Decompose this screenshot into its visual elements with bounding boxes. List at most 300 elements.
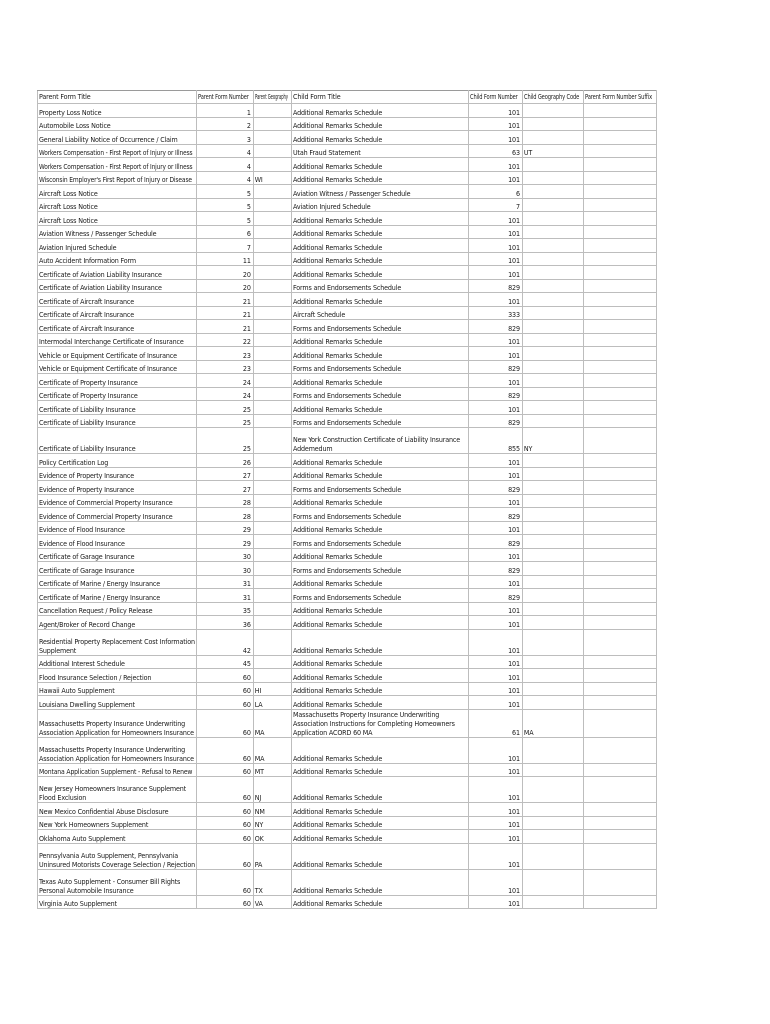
parent-geography-cell [253, 401, 291, 415]
parent-form-title-cell: Aircraft Loss Notice [38, 198, 197, 212]
child-geography-code-cell: NY [522, 428, 583, 454]
parent-form-number-suffix-cell [584, 535, 657, 549]
parent-geography-cell: MA [253, 737, 291, 763]
child-geography-code-cell [522, 777, 583, 803]
child-form-title-cell: Forms and Endorsements Schedule [292, 360, 469, 374]
parent-geography-cell [253, 320, 291, 334]
parent-form-number-suffix-cell [584, 374, 657, 388]
child-geography-code-cell [522, 575, 583, 589]
parent-geography-cell [253, 508, 291, 522]
child-form-title-cell: Additional Remarks Schedule [292, 104, 469, 118]
child-form-title-cell: Forms and Endorsements Schedule [292, 279, 469, 293]
parent-form-title-cell: Massachusetts Property Insurance Underwriting Association Application for Homeowners Insurance [38, 737, 197, 763]
table-row [38, 252, 657, 266]
parent-form-title-cell: Evidence of Commercial Property Insurance [38, 494, 197, 508]
header-parent-geography: Parent Geography [253, 91, 291, 104]
parent-form-title-cell: Texas Auto Supplement - Consumer Bill Rights Personal Automobile Insurance [38, 869, 197, 895]
child-form-title-cell: Forms and Endorsements Schedule [292, 508, 469, 522]
child-form-number-cell: 829 [469, 508, 522, 522]
parent-form-number-cell: 60 [197, 669, 253, 683]
parent-form-number-suffix-cell [584, 360, 657, 374]
header-parent-form-number-suffix: Parent Form Number Suffix [584, 91, 657, 104]
table-row [38, 279, 657, 293]
child-geography-code-cell [522, 185, 583, 199]
table-row [38, 239, 657, 253]
child-form-title-cell: Additional Remarks Schedule [292, 816, 469, 830]
parent-form-title-cell: Certificate of Marine / Energy Insurance [38, 575, 197, 589]
child-form-title-cell: Additional Remarks Schedule [292, 171, 469, 185]
parent-geography-cell: MT [253, 763, 291, 777]
child-form-title-cell: Additional Remarks Schedule [292, 225, 469, 239]
child-form-number-cell: 855 [469, 428, 522, 454]
child-geography-code-cell [522, 320, 583, 334]
child-form-title-cell: Additional Remarks Schedule [292, 158, 469, 172]
table-row [38, 225, 657, 239]
child-geography-code-cell [522, 239, 583, 253]
parent-form-number-suffix-cell [584, 803, 657, 817]
parent-form-number-cell: 26 [197, 454, 253, 468]
parent-form-number-cell: 28 [197, 494, 253, 508]
child-geography-code-cell [522, 387, 583, 401]
child-geography-code-cell [522, 266, 583, 280]
parent-form-number-suffix-cell [584, 266, 657, 280]
parent-geography-cell [253, 185, 291, 199]
parent-form-number-cell: 23 [197, 360, 253, 374]
table-row [38, 117, 657, 131]
table-row [38, 333, 657, 347]
child-geography-code-cell [522, 830, 583, 844]
child-form-number-cell: 101 [469, 816, 522, 830]
table-row [38, 589, 657, 603]
parent-form-number-suffix-cell [584, 737, 657, 763]
parent-form-number-cell: 23 [197, 347, 253, 361]
parent-form-number-suffix-cell [584, 104, 657, 118]
parent-geography-cell: NY [253, 816, 291, 830]
child-form-title-cell: Additional Remarks Schedule [292, 682, 469, 696]
parent-form-number-suffix-cell [584, 616, 657, 630]
parent-form-number-suffix-cell [584, 144, 657, 158]
parent-geography-cell [253, 481, 291, 495]
parent-form-number-cell: 11 [197, 252, 253, 266]
parent-form-title-cell: Agent/Broker of Record Change [38, 616, 197, 630]
parent-form-number-cell: 27 [197, 481, 253, 495]
child-geography-code-cell [522, 279, 583, 293]
child-form-number-cell: 829 [469, 387, 522, 401]
parent-form-number-suffix-cell [584, 212, 657, 226]
child-form-number-cell: 101 [469, 117, 522, 131]
child-form-title-cell: Additional Remarks Schedule [292, 548, 469, 562]
child-form-number-cell: 829 [469, 360, 522, 374]
parent-form-title-cell: New York Homeowners Supplement [38, 816, 197, 830]
parent-geography-cell [253, 306, 291, 320]
parent-geography-cell [253, 266, 291, 280]
parent-form-title-cell: Certificate of Aircraft Insurance [38, 306, 197, 320]
parent-form-number-cell: 60 [197, 696, 253, 710]
parent-form-number-suffix-cell [584, 347, 657, 361]
table-row [38, 895, 657, 909]
child-form-title-cell: Aircraft Schedule [292, 306, 469, 320]
child-geography-code-cell [522, 293, 583, 307]
child-geography-code-cell [522, 494, 583, 508]
child-form-number-cell: 101 [469, 777, 522, 803]
parent-form-number-cell: 60 [197, 737, 253, 763]
parent-form-number-suffix-cell [584, 279, 657, 293]
parent-form-number-cell: 42 [197, 629, 253, 655]
child-form-number-cell: 101 [469, 895, 522, 909]
child-form-number-cell: 829 [469, 589, 522, 603]
child-geography-code-cell [522, 401, 583, 415]
table-row [38, 387, 657, 401]
parent-geography-cell: VA [253, 895, 291, 909]
parent-form-number-cell: 36 [197, 616, 253, 630]
child-form-title-cell: Additional Remarks Schedule [292, 763, 469, 777]
child-form-number-cell: 101 [469, 696, 522, 710]
parent-form-number-cell: 60 [197, 709, 253, 737]
parent-geography-cell [253, 293, 291, 307]
parent-form-number-cell: 7 [197, 239, 253, 253]
parent-form-title-cell: Additional Interest Schedule [38, 655, 197, 669]
table-row [38, 185, 657, 199]
header-parent-form-number: Parent Form Number [197, 91, 253, 104]
child-form-title-cell: Massachusetts Property Insurance Underwriting Association Instructions for Completing Homeowners Application ACORD 60 MA [292, 709, 469, 737]
parent-form-number-cell: 35 [197, 602, 253, 616]
child-form-number-cell: 7 [469, 198, 522, 212]
parent-geography-cell [253, 360, 291, 374]
header-row [38, 91, 657, 104]
parent-form-number-cell: 60 [197, 895, 253, 909]
table-row [38, 709, 657, 737]
child-form-title-cell: Additional Remarks Schedule [292, 467, 469, 481]
child-form-title-cell: Additional Remarks Schedule [292, 575, 469, 589]
parent-form-title-cell: Certificate of Aviation Liability Insurance [38, 279, 197, 293]
parent-form-title-cell: Certificate of Liability Insurance [38, 414, 197, 428]
child-geography-code-cell [522, 548, 583, 562]
child-geography-code-cell [522, 158, 583, 172]
parent-form-title-cell: Aircraft Loss Notice [38, 185, 197, 199]
child-geography-code-cell [522, 655, 583, 669]
parent-form-number-suffix-cell [584, 401, 657, 415]
table-row [38, 535, 657, 549]
parent-form-title-cell: Certificate of Aircraft Insurance [38, 320, 197, 334]
child-form-title-cell: Additional Remarks Schedule [292, 117, 469, 131]
parent-form-number-cell: 20 [197, 266, 253, 280]
parent-form-number-suffix-cell [584, 320, 657, 334]
parent-form-number-cell: 31 [197, 589, 253, 603]
parent-form-number-cell: 20 [197, 279, 253, 293]
parent-geography-cell [253, 347, 291, 361]
table-row [38, 306, 657, 320]
parent-geography-cell: WI [253, 171, 291, 185]
child-geography-code-cell [522, 306, 583, 320]
parent-form-title-cell: Workers Compensation - First Report of Injury or Illness [38, 158, 197, 172]
child-form-number-cell: 101 [469, 171, 522, 185]
table-row [38, 843, 657, 869]
parent-form-title-cell: Aviation Injured Schedule [38, 239, 197, 253]
child-form-title-cell: Forms and Endorsements Schedule [292, 562, 469, 576]
parent-form-number-suffix-cell [584, 682, 657, 696]
child-geography-code-cell [522, 696, 583, 710]
parent-form-number-suffix-cell [584, 252, 657, 266]
parent-form-number-cell: 21 [197, 320, 253, 334]
parent-form-number-suffix-cell [584, 589, 657, 603]
table-row [38, 428, 657, 454]
child-geography-code-cell [522, 374, 583, 388]
child-geography-code-cell: MA [522, 709, 583, 737]
parent-form-number-suffix-cell [584, 467, 657, 481]
parent-form-title-cell: Vehicle or Equipment Certificate of Insurance [38, 360, 197, 374]
table-row [38, 481, 657, 495]
parent-form-title-cell: Automobile Loss Notice [38, 117, 197, 131]
parent-geography-cell [253, 104, 291, 118]
parent-form-number-suffix-cell [584, 428, 657, 454]
table-row [38, 467, 657, 481]
child-form-number-cell: 101 [469, 374, 522, 388]
parent-geography-cell: HI [253, 682, 291, 696]
parent-form-number-suffix-cell [584, 575, 657, 589]
child-form-title-cell: Additional Remarks Schedule [292, 266, 469, 280]
table-row [38, 803, 657, 817]
child-geography-code-cell [522, 360, 583, 374]
parent-form-number-suffix-cell [584, 655, 657, 669]
parent-form-number-suffix-cell [584, 777, 657, 803]
parent-form-number-suffix-cell [584, 548, 657, 562]
parent-geography-cell [253, 629, 291, 655]
child-geography-code-cell [522, 454, 583, 468]
parent-form-title-cell: Certificate of Property Insurance [38, 374, 197, 388]
table-row [38, 562, 657, 576]
header-child-form-title: Child Form Title [292, 91, 469, 104]
parent-form-number-cell: 29 [197, 521, 253, 535]
child-form-title-cell: Additional Remarks Schedule [292, 869, 469, 895]
parent-form-title-cell: Pennsylvania Auto Supplement, Pennsylvania Uninsured Motorists Coverage Selection / Rejection [38, 843, 197, 869]
child-form-number-cell: 63 [469, 144, 522, 158]
parent-geography-cell [253, 374, 291, 388]
parent-geography-cell [253, 117, 291, 131]
parent-geography-cell [253, 602, 291, 616]
child-geography-code-cell [522, 508, 583, 522]
parent-geography-cell: TX [253, 869, 291, 895]
parent-form-number-cell: 29 [197, 535, 253, 549]
child-form-title-cell: Additional Remarks Schedule [292, 521, 469, 535]
parent-form-number-suffix-cell [584, 696, 657, 710]
child-form-title-cell: Forms and Endorsements Schedule [292, 481, 469, 495]
parent-form-number-cell: 28 [197, 508, 253, 522]
parent-form-title-cell: Massachusetts Property Insurance Underwriting Association Application for Homeowners Insurance [38, 709, 197, 737]
parent-form-title-cell: Evidence of Property Insurance [38, 481, 197, 495]
table-row [38, 266, 657, 280]
child-geography-code-cell [522, 521, 583, 535]
child-form-title-cell: Additional Remarks Schedule [292, 777, 469, 803]
parent-geography-cell [253, 239, 291, 253]
parent-form-title-cell: Louisiana Dwelling Supplement [38, 696, 197, 710]
child-form-title-cell: Forms and Endorsements Schedule [292, 320, 469, 334]
parent-form-title-cell: Property Loss Notice [38, 104, 197, 118]
child-form-number-cell: 101 [469, 467, 522, 481]
child-form-number-cell: 101 [469, 803, 522, 817]
parent-geography-cell [253, 198, 291, 212]
table-row [38, 401, 657, 415]
table-row [38, 629, 657, 655]
table-row [38, 682, 657, 696]
child-geography-code-cell [522, 333, 583, 347]
child-form-title-cell: Additional Remarks Schedule [292, 239, 469, 253]
child-geography-code-cell [522, 602, 583, 616]
child-geography-code-cell [522, 616, 583, 630]
child-form-number-cell: 61 [469, 709, 522, 737]
child-form-title-cell: Additional Remarks Schedule [292, 252, 469, 266]
parent-geography-cell [253, 428, 291, 454]
parent-form-title-cell: Wisconsin Employer's First Report of Injury or Disease [38, 171, 197, 185]
parent-form-number-cell: 60 [197, 803, 253, 817]
parent-form-number-suffix-cell [584, 158, 657, 172]
table-row [38, 198, 657, 212]
parent-form-number-suffix-cell [584, 521, 657, 535]
parent-form-title-cell: Montana Application Supplement - Refusal to Renew [38, 763, 197, 777]
table-row [38, 696, 657, 710]
child-geography-code-cell [522, 414, 583, 428]
parent-form-number-suffix-cell [584, 117, 657, 131]
child-form-number-cell: 101 [469, 293, 522, 307]
parent-form-number-suffix-cell [584, 387, 657, 401]
parent-form-title-cell: Evidence of Flood Insurance [38, 521, 197, 535]
child-form-number-cell: 333 [469, 306, 522, 320]
parent-form-number-cell: 2 [197, 117, 253, 131]
parent-form-number-suffix-cell [584, 830, 657, 844]
child-form-number-cell: 101 [469, 266, 522, 280]
parent-form-number-suffix-cell [584, 454, 657, 468]
child-form-title-cell: Additional Remarks Schedule [292, 212, 469, 226]
child-form-number-cell: 829 [469, 414, 522, 428]
child-geography-code-cell [522, 131, 583, 145]
parent-geography-cell [253, 616, 291, 630]
child-geography-code-cell [522, 225, 583, 239]
parent-geography-cell: PA [253, 843, 291, 869]
parent-geography-cell [253, 212, 291, 226]
parent-geography-cell [253, 252, 291, 266]
table-row [38, 158, 657, 172]
table-row [38, 830, 657, 844]
parent-form-number-cell: 4 [197, 144, 253, 158]
table-row [38, 414, 657, 428]
table-row [38, 212, 657, 226]
parent-geography-cell: LA [253, 696, 291, 710]
parent-form-number-suffix-cell [584, 185, 657, 199]
parent-form-title-cell: New Mexico Confidential Abuse Disclosure [38, 803, 197, 817]
child-form-title-cell: Additional Remarks Schedule [292, 602, 469, 616]
table-row [38, 508, 657, 522]
table-row [38, 104, 657, 118]
parent-geography-cell [253, 575, 291, 589]
child-form-number-cell: 101 [469, 333, 522, 347]
child-form-number-cell: 829 [469, 535, 522, 549]
header-child-geography-code: Child Geography Code [522, 91, 583, 104]
table-row [38, 374, 657, 388]
parent-form-title-cell: Certificate of Garage Insurance [38, 562, 197, 576]
child-form-number-cell: 829 [469, 320, 522, 334]
child-form-number-cell: 829 [469, 562, 522, 576]
child-form-title-cell: Aviation Witness / Passenger Schedule [292, 185, 469, 199]
parent-form-number-suffix-cell [584, 171, 657, 185]
child-form-number-cell: 101 [469, 494, 522, 508]
child-form-number-cell: 101 [469, 212, 522, 226]
child-form-title-cell: Additional Remarks Schedule [292, 616, 469, 630]
child-geography-code-cell [522, 535, 583, 549]
parent-form-title-cell: Certificate of Aircraft Insurance [38, 293, 197, 307]
parent-geography-cell [253, 589, 291, 603]
child-form-title-cell: Forms and Endorsements Schedule [292, 589, 469, 603]
child-form-number-cell: 101 [469, 131, 522, 145]
child-form-number-cell: 101 [469, 252, 522, 266]
parent-geography-cell: MA [253, 709, 291, 737]
child-geography-code-cell [522, 104, 583, 118]
child-form-number-cell: 101 [469, 737, 522, 763]
table-row [38, 320, 657, 334]
parent-form-title-cell: Certificate of Liability Insurance [38, 428, 197, 454]
parent-form-number-suffix-cell [584, 629, 657, 655]
table-row [38, 655, 657, 669]
parent-form-number-cell: 21 [197, 306, 253, 320]
child-form-number-cell: 6 [469, 185, 522, 199]
parent-form-title-cell: Hawaii Auto Supplement [38, 682, 197, 696]
table-row [38, 616, 657, 630]
table-row [38, 737, 657, 763]
child-form-title-cell: Utah Fraud Statement [292, 144, 469, 158]
parent-form-number-suffix-cell [584, 131, 657, 145]
child-form-number-cell: 101 [469, 158, 522, 172]
parent-form-number-cell: 1 [197, 104, 253, 118]
parent-form-number-suffix-cell [584, 602, 657, 616]
child-geography-code-cell [522, 869, 583, 895]
parent-form-number-cell: 31 [197, 575, 253, 589]
parent-form-number-cell: 4 [197, 171, 253, 185]
child-form-number-cell: 829 [469, 279, 522, 293]
child-form-number-cell: 101 [469, 401, 522, 415]
parent-form-number-cell: 60 [197, 816, 253, 830]
child-form-title-cell: Additional Remarks Schedule [292, 843, 469, 869]
forms-table [37, 90, 657, 909]
child-form-number-cell: 101 [469, 454, 522, 468]
parent-form-number-suffix-cell [584, 333, 657, 347]
parent-geography-cell [253, 494, 291, 508]
parent-form-number-cell: 5 [197, 198, 253, 212]
parent-form-number-suffix-cell [584, 198, 657, 212]
child-form-title-cell: Additional Remarks Schedule [292, 293, 469, 307]
parent-form-number-cell: 60 [197, 777, 253, 803]
child-form-number-cell: 101 [469, 843, 522, 869]
table-row [38, 144, 657, 158]
child-form-title-cell: Additional Remarks Schedule [292, 333, 469, 347]
child-form-number-cell: 101 [469, 575, 522, 589]
child-form-title-cell: Forms and Endorsements Schedule [292, 414, 469, 428]
parent-geography-cell [253, 333, 291, 347]
table-row [38, 360, 657, 374]
parent-form-number-suffix-cell [584, 669, 657, 683]
parent-form-number-cell: 5 [197, 185, 253, 199]
parent-form-number-cell: 5 [197, 212, 253, 226]
child-geography-code-cell [522, 763, 583, 777]
child-geography-code-cell [522, 816, 583, 830]
child-geography-code-cell [522, 669, 583, 683]
child-form-number-cell: 101 [469, 682, 522, 696]
child-form-number-cell: 101 [469, 225, 522, 239]
parent-form-number-cell: 25 [197, 428, 253, 454]
parent-form-title-cell: Policy Certification Log [38, 454, 197, 468]
child-geography-code-cell [522, 629, 583, 655]
child-form-number-cell: 101 [469, 239, 522, 253]
child-form-number-cell: 101 [469, 521, 522, 535]
child-form-number-cell: 101 [469, 669, 522, 683]
child-form-number-cell: 101 [469, 616, 522, 630]
